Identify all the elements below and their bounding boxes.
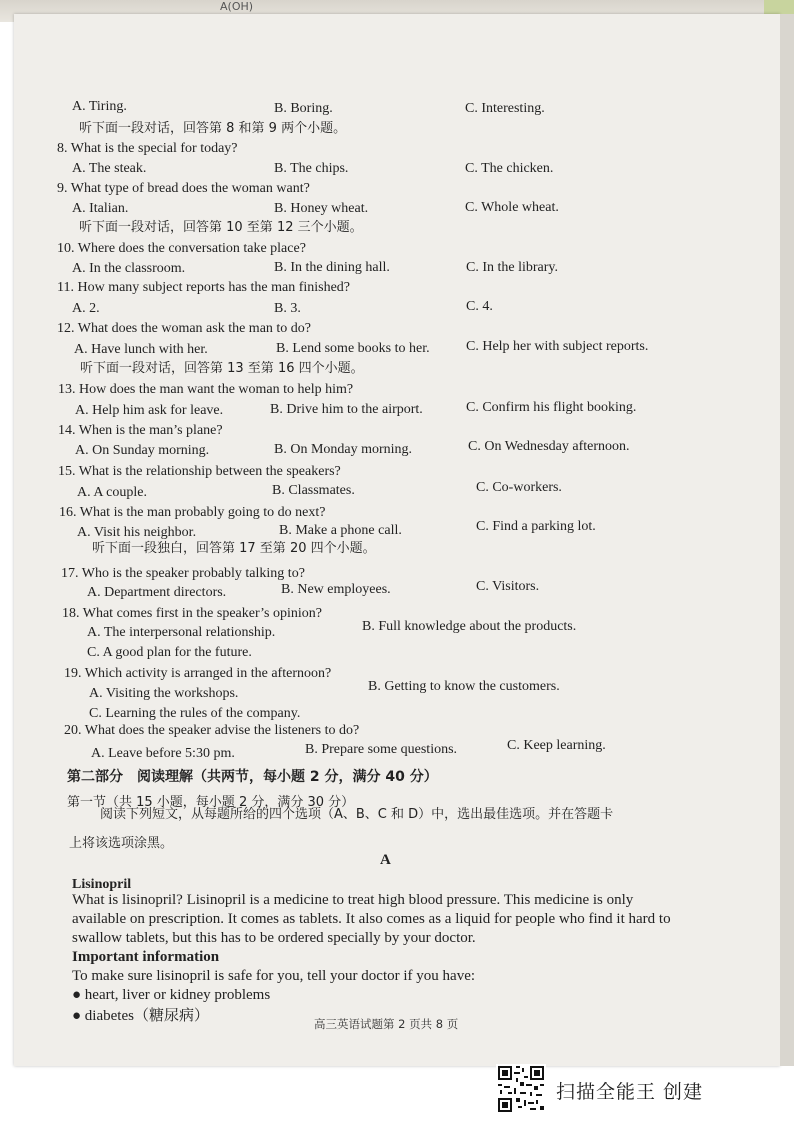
page-footer: 高三英语试题第 2 页共 8 页 — [314, 1017, 459, 1031]
question-13: 13. How does the man want the woman to help him? — [58, 382, 354, 397]
paragraph1-line3: swallow tablets, but this has to be ordered specially by your doctor. — [72, 930, 476, 946]
section-one-heading: 第一节（共 15 小题，每小题 2 分，满分 30 分） — [67, 795, 355, 810]
question-10: 10. Where does the conversation take place? — [57, 241, 306, 256]
question-12: 12. What does the woman ask the man to do? — [57, 321, 312, 336]
top-fragment: A(OH) — [220, 0, 254, 13]
reading-instruction-line2: 上将该选项涂黑。 — [69, 836, 174, 851]
option-q13-a: A. Help him ask for leave. — [75, 403, 224, 418]
question-20: 20. What does the speaker advise the listeners to do? — [64, 723, 360, 738]
option-q14-b: B. On Monday morning. — [274, 442, 413, 457]
qr-code-icon — [496, 1064, 546, 1114]
option-q9-c: C. Whole wheat. — [465, 200, 559, 215]
option-q16-c: C. Find a parking lot. — [476, 519, 596, 534]
bullet-heart-liver-kidney: ● heart, liver or kidney problems — [72, 987, 271, 1003]
question-8: 8. What is the special for today? — [57, 141, 238, 156]
option-q14-c: C. On Wednesday afternoon. — [468, 439, 630, 454]
option-q9-b: B. Honey wheat. — [274, 201, 369, 216]
option-q17-c: C. Visitors. — [476, 579, 540, 594]
option-q19-b: B. Getting to know the customers. — [368, 679, 560, 694]
question-9: 9. What type of bread does the woman want? — [57, 181, 310, 196]
question-18: 18. What comes first in the speaker’s opinion? — [62, 606, 322, 621]
article-title: Lisinopril — [72, 877, 132, 892]
question-16: 16. What is the man probably going to do next? — [59, 505, 326, 520]
option-q7-a: A. Tiring. — [72, 99, 127, 114]
question-15: 15. What is the relationship between the speakers? — [58, 464, 341, 479]
part-two-heading: 第二部分 阅读理解（共两节，每小题 2 分，满分 40 分） — [67, 769, 438, 785]
passage-letter-a: A — [380, 852, 391, 868]
option-q7-b: B. Boring. — [274, 101, 333, 116]
option-q20-a: A. Leave before 5:30 pm. — [91, 746, 235, 761]
option-q7-c: C. Interesting. — [465, 101, 545, 116]
option-q8-c: C. The chicken. — [465, 161, 554, 176]
option-q17-b: B. New employees. — [281, 582, 391, 597]
paragraph2-line1: To make sure lisinopril is safe for you, tell your doctor if you have: — [72, 968, 476, 984]
question-14: 14. When is the man’s plane? — [58, 423, 223, 438]
option-q10-b: B. In the dining hall. — [274, 260, 390, 275]
option-q9-a: A. Italian. — [72, 201, 129, 216]
option-q16-b: B. Make a phone call. — [279, 523, 402, 538]
option-q20-b: B. Prepare some questions. — [305, 742, 458, 757]
instruction-8-9: 听下面一段对话，回答第 8 和第 9 两个小题。 — [79, 121, 347, 136]
option-q17-a: A. Department directors. — [87, 585, 227, 600]
option-q18-a: A. The interpersonal relationship. — [87, 625, 276, 640]
option-q12-a: A. Have lunch with her. — [74, 342, 208, 357]
option-q11-b: B. 3. — [274, 301, 301, 316]
option-q8-b: B. The chips. — [274, 161, 349, 176]
option-q18-c: C. A good plan for the future. — [87, 645, 252, 660]
option-q11-a: A. 2. — [72, 301, 100, 316]
page-edge — [780, 14, 794, 1066]
important-info-heading: Important information — [72, 949, 220, 965]
option-q13-b: B. Drive him to the airport. — [270, 402, 423, 417]
option-q20-c: C. Keep learning. — [507, 738, 606, 753]
option-q12-b: B. Lend some books to her. — [276, 341, 430, 356]
option-q19-c: C. Learning the rules of the company. — [89, 706, 301, 721]
bullet-diabetes: ● diabetes（糖尿病） — [72, 1008, 209, 1024]
paragraph1-line2: available on prescription. It comes as tablets. It also comes as a liquid for people who find it hard to — [72, 911, 671, 927]
option-q8-a: A. The steak. — [72, 161, 147, 176]
option-q12-c: C. Help her with subject reports. — [466, 339, 649, 354]
option-q13-c: C. Confirm his flight booking. — [466, 400, 637, 415]
option-q10-a: A. In the classroom. — [72, 261, 186, 276]
option-q18-b: B. Full knowledge about the products. — [362, 619, 577, 634]
question-17: 17. Who is the speaker probably talking to? — [61, 566, 305, 581]
option-q14-a: A. On Sunday morning. — [75, 443, 210, 458]
instruction-13-16: 听下面一段对话，回答第 13 至第 16 四个小题。 — [80, 361, 364, 376]
reading-instruction-line1: 阅读下列短文，从每题所给的四个选项（A、B、C 和 D）中，选出最佳选项。并在答题卡 — [100, 807, 614, 822]
option-q15-a: A. A couple. — [77, 485, 147, 500]
option-q11-c: C. 4. — [466, 299, 493, 314]
option-q10-c: C. In the library. — [466, 260, 559, 275]
paragraph1-line1: What is lisinopril? Lisinopril is a medicine to treat high blood pressure. This medicine is only — [72, 892, 634, 908]
scanner-brand-watermark: 扫描全能王 创建 — [556, 1081, 704, 1103]
instruction-10-12: 听下面一段对话，回答第 10 至第 12 三个小题。 — [79, 220, 363, 235]
question-19: 19. Which activity is arranged in the afternoon? — [64, 666, 332, 681]
question-11: 11. How many subject reports has the man finished? — [57, 280, 351, 295]
option-q15-c: C. Co-workers. — [476, 480, 562, 495]
instruction-17-20: 听下面一段独白，回答第 17 至第 20 四个小题。 — [92, 541, 376, 556]
option-q15-b: B. Classmates. — [272, 483, 355, 498]
option-q16-a: A. Visit his neighbor. — [77, 525, 197, 540]
option-q19-a: A. Visiting the workshops. — [89, 686, 239, 701]
